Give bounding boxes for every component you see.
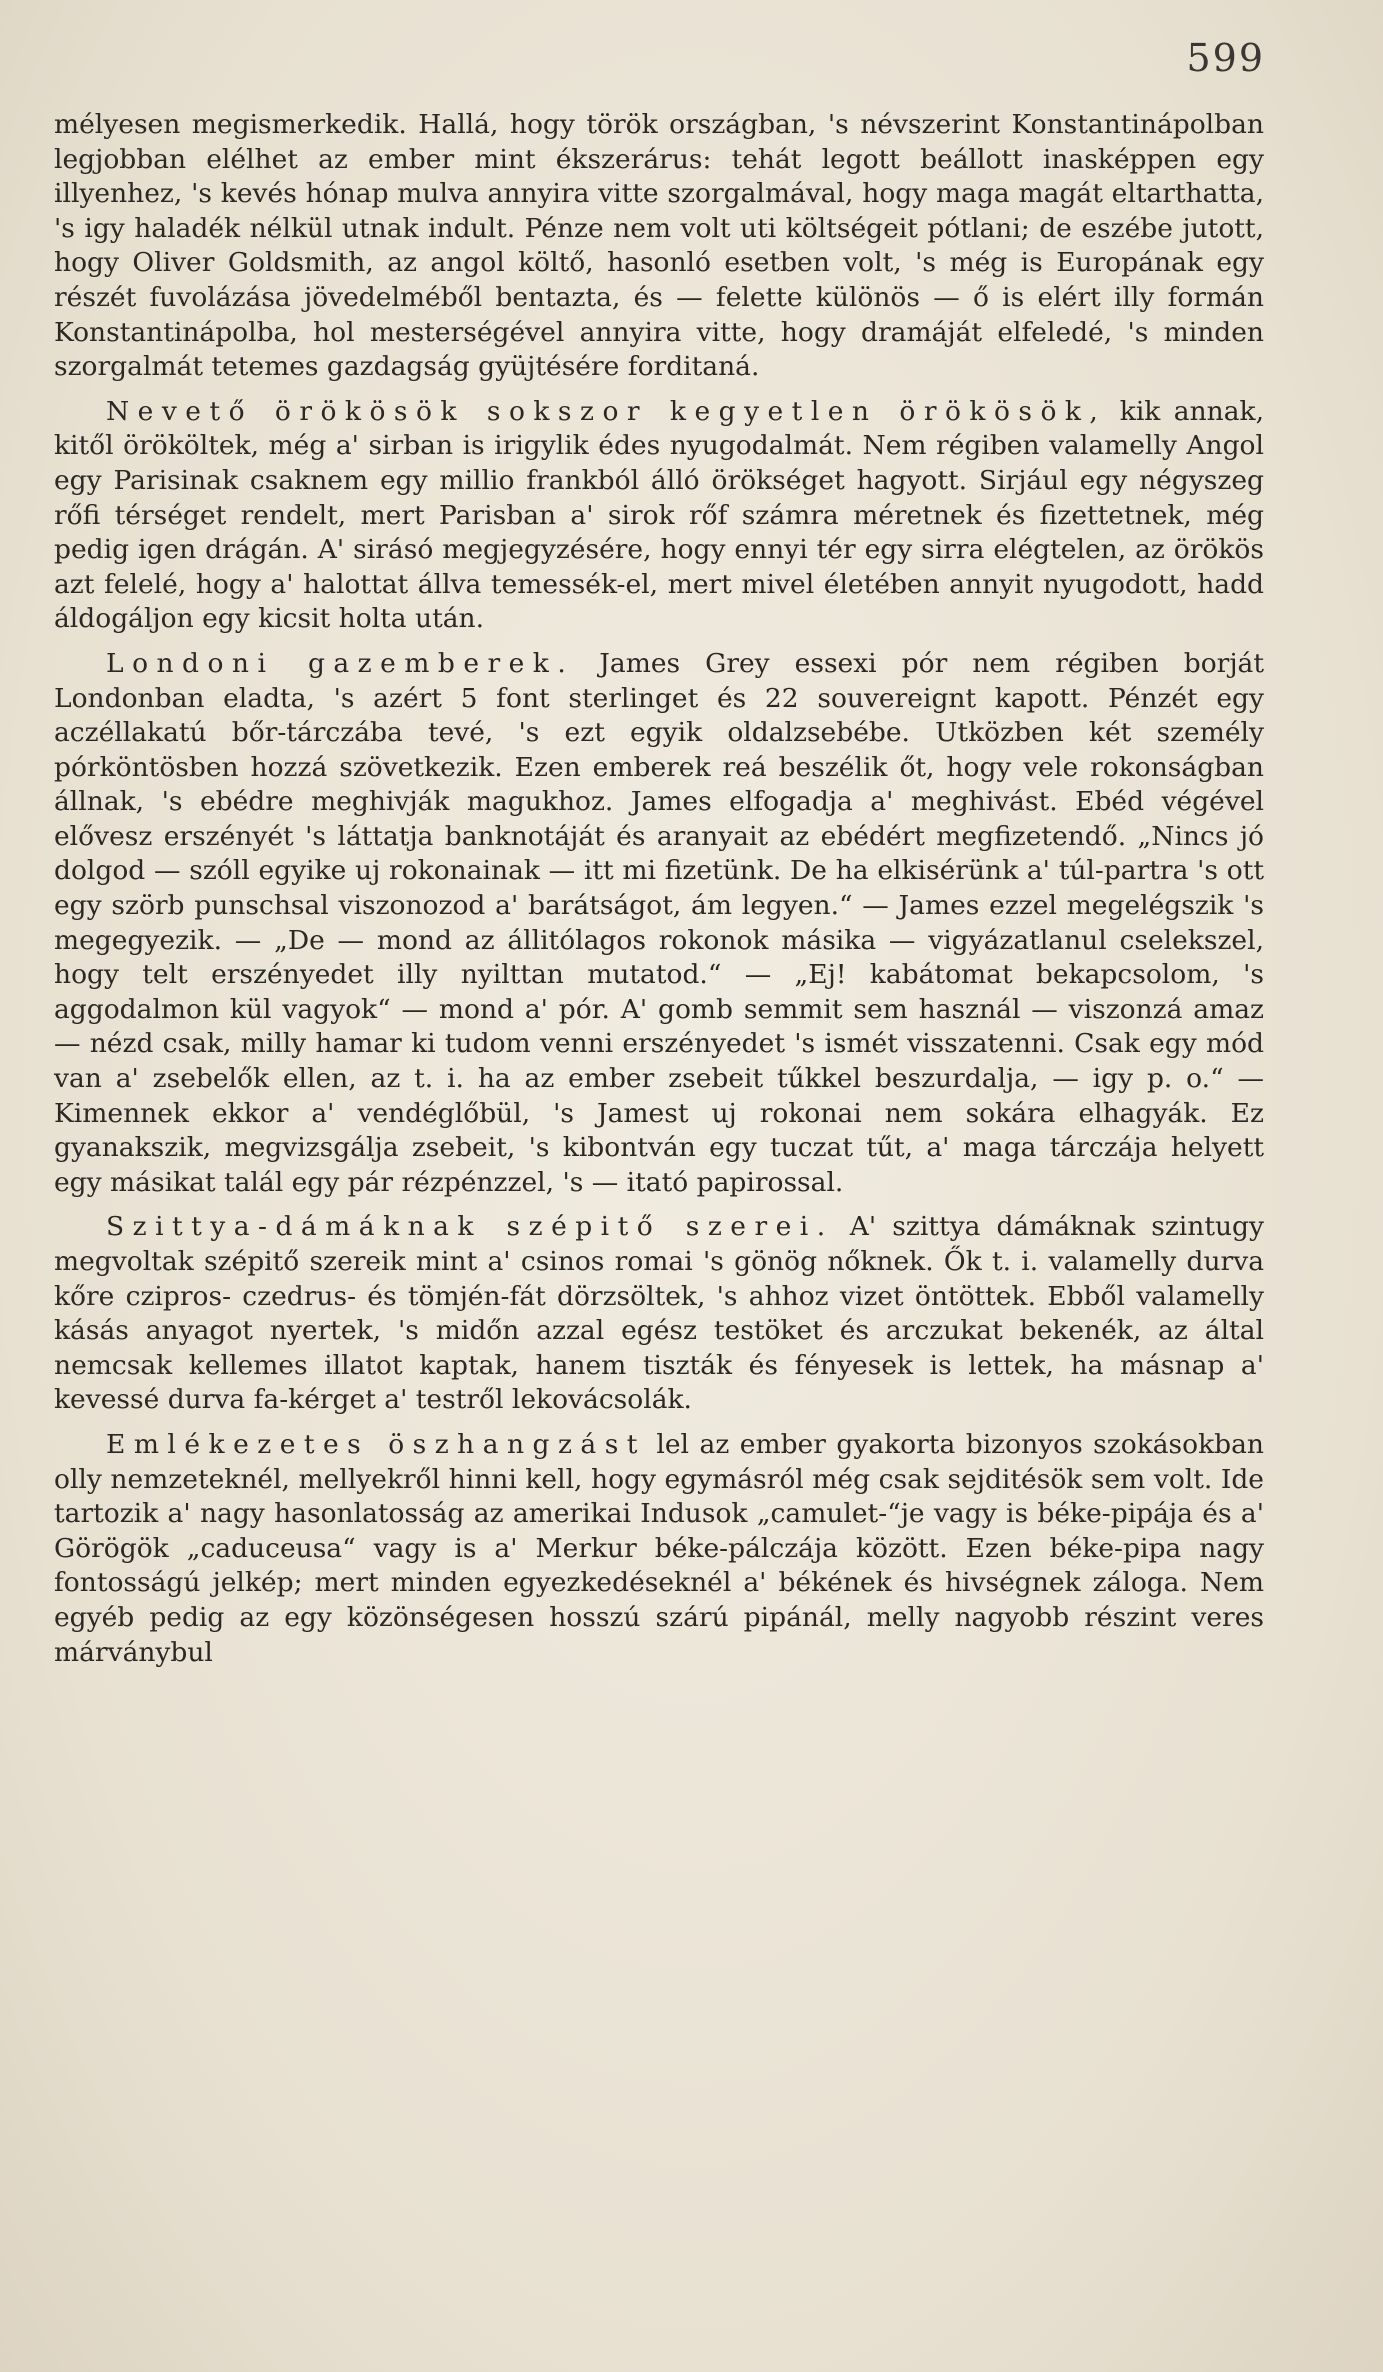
paragraph-heading: Szittya-dámáknak szépitő szerei. [106, 1211, 834, 1243]
paragraph-text: kik annak, kitől örököltek, még a' sirban is irigylik édes nyugodalmát. Nem régiben valamelly Angol egy Parisinak csaknem egy millio frankból álló örökséget hagyott. Sirjául egy négyszeg rőfi térséget rendelt, mert Parisban a' sirok rőf számra méretnek és fizettetnek, még pedig igen drágán. A' sirásó megjegyzésére, hogy ennyi tér egy sirra elégtelen, az örökös azt felelé, hogy a' halottat állva temessék-el, mert mivel életében annyit nyugodott, hadd áldogáljon egy kicsit holta után. [54, 395, 1265, 635]
page-number: 599 [1186, 36, 1265, 80]
paragraph-text: James Grey essexi pór nem régiben borját Londonban eladta, 's azért 5 font sterlinget és 22 souvereignt kapott. Pénzét egy aczéllakatú bőr-tárczába tevé, 's ezt egyik oldalzsebébe. Utközben két személy pórköntösben hozzá szövetkezik. Ezen emberek reá beszélik őt, hogy vele rokonságban állnak, 's ebédre meghivják magukhoz. James elfogadja a' meghivást. Ebéd végével elővesz erszényét 's láttatja banknotáját és aranyait az ebédért megfizetendő. „Nincs jó dolgod — szóll egyike uj rokonainak — itt mi fizetünk. De ha elkisérünk a' túl-partra 's ott egy szörb punschsal viszonozod a' barátságot, ám legyen.“ — James ezzel megelégszik 's megegyezik. — „De — mond az állitólagos rokonok másika — vigyázatlanul cselekszel, hogy telt erszényedet illy nyilttan mutatod.“ — „Ej! kabátomat bekapcsolom, 's aggodalmon kül vagyok“ — mond a' pór. A' gomb semmit sem használ — viszonzá amaz — nézd csak, milly hamar ki tudom venni erszényedet 's ismét visszatenni. Csak egy mód van a' zsebelők ellen, az t. i. ha az ember zsebeit tűkkel beszurdalja, — igy p. o.“ — Kimennek ekkor a' vendéglőbül, 's Jamest uj rokonai nem sokára elhagyák. Ez gyanakszik, megvizsgálja zsebeit, 's kibontván egy tuczat tűt, a' maga tárczája helyett egy másikat talál egy pár rézpénzzel, 's — itató papirossal. [54, 647, 1264, 1198]
paragraph-text: mélyesen megismerkedik. Hallá, hogy török országban, 's névszerint Konstantinápolban legjobban elélhet az ember mint ékszerárus: tehát legott beállott inasképpen egy illyenhez, 's kevés hónap mulva annyira vitte szorgalmával, hogy maga magát eltarthatta, 's igy haladék nélkül utnak indult. Pénze nem volt uti költségeit pótlani; de eszébe jutott, hogy Oliver Goldsmith, az angol költő, hasonló esetben volt, 's még is Europának egy részét fuvolázása jövedelméből bentazta, és — felette különös — ő is elért illy formán Konstantinápolba, hol mesterségével annyira vitte, hogy dramáját elfeledé, 's minden szorgalmát tetemes gazdagság gyüjtésére forditaná. [54, 109, 1264, 383]
page-text [54, 108, 1264, 1680]
paragraph-2 [54, 395, 1264, 637]
paragraph-4 [54, 1210, 1264, 1418]
paragraph-heading: Emlékezetes öszhangzást [106, 1428, 646, 1460]
paragraph-heading: Londoni gazemberek. [106, 647, 575, 679]
paragraph-text: A' szittya dámáknak szintugy megvoltak szépitő szereik mint a' csinos romai 's gönög nőknek. Ők t. i. valamelly durva kőre czipros- czedrus- és tömjén-fát dörzsöltek, 's ahhoz vizet öntöttek. Ebből valamelly kásás anyagot nyertek, 's midőn azzal egész testöket és arczukat bekenék, az által nemcsak kellemes illatot kaptak, hanem tiszták és fényesek is lettek, ha másnap a' kevessé durva fa-kérget a' testről lekovácsolák. [54, 1211, 1264, 1416]
paragraph-heading: Nevető örökösök sokszor kegyetlen örökösök, [106, 395, 1107, 427]
paragraph-1 [54, 108, 1264, 385]
paragraph-3 [54, 647, 1264, 1201]
paragraph-5 [54, 1428, 1264, 1670]
paragraph-text: lel az ember gyakorta bizonyos szokásokban olly nemzeteknél, mellyekről hinni kell, hogy egymásról még csak sejditésök sem volt. Ide tartozik a' nagy hasonlatosság az amerikai Indusok „camulet-“je vagy is béke-pipája és a' Görögök „caduceusa“ vagy is a' Merkur béke-pálczája között. Ezen béke-pipa nagy fontosságú jelkép; mert minden egyezkedéseknél a' békének és hivségnek záloga. Nem egyéb pedig az egy közönségesen hosszú szárú pipánál, melly nagyobb részint veres márványbul [54, 1428, 1264, 1668]
